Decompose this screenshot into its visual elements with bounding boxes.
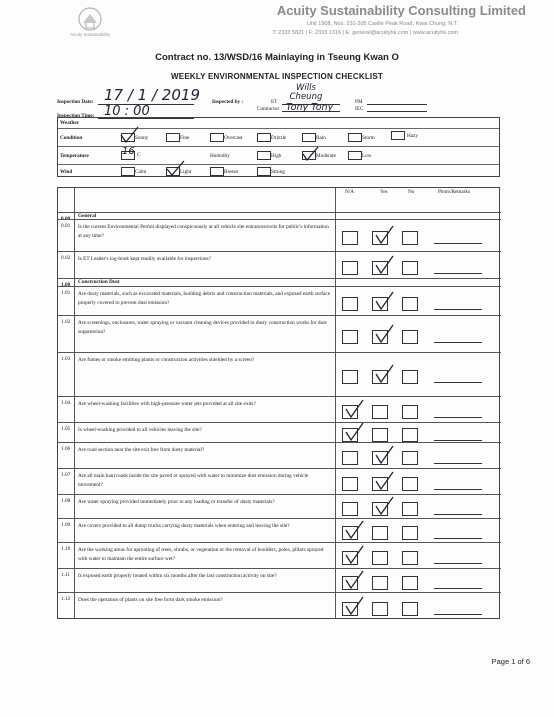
table-row xyxy=(58,518,501,542)
answer-yes-checkbox[interactable] xyxy=(372,602,388,616)
answer-tick-icon xyxy=(373,324,395,344)
item-number: 1.10 xyxy=(61,546,71,552)
logo-text: Acuity Sustainability xyxy=(69,32,111,37)
wind-breeze-checkbox[interactable] xyxy=(210,167,224,176)
condition-drizzle-checkbox[interactable] xyxy=(257,133,271,142)
item-number: 1.00 xyxy=(61,282,71,288)
table-row xyxy=(58,219,501,251)
pm-line[interactable] xyxy=(367,104,427,105)
answer-tick-icon xyxy=(343,596,365,616)
condition-storm-checkbox[interactable] xyxy=(348,133,362,142)
remarks-line[interactable] xyxy=(434,440,482,441)
humidity-low-label: Low xyxy=(362,153,372,159)
conditions-table xyxy=(57,117,500,177)
item-question: Are road section near the site exit free from dusty material? xyxy=(78,447,205,453)
condition-hazy-label: Hazy xyxy=(407,133,418,139)
company-contact: T: 2333 5821 | F: 2333 1316 | E: general@acuityhk.com | www.acuityhk.com xyxy=(272,30,458,36)
condition-fine-label: Fine xyxy=(180,135,190,141)
wind-strong-checkbox[interactable] xyxy=(257,167,271,176)
remarks-line[interactable] xyxy=(434,342,482,343)
section-row xyxy=(58,278,501,286)
answer-tick-icon xyxy=(373,291,395,311)
answer-yes-checkbox[interactable] xyxy=(372,551,388,565)
humidity-label: Humidity xyxy=(210,153,230,159)
inspected-by-label: Inspected by : xyxy=(212,99,244,105)
pm-label: PM xyxy=(355,99,363,105)
condition-sunny-tick-icon xyxy=(118,126,140,144)
contract-title: Contract no. 13/WSD/16 Mainlaying in Tseung Kwan O xyxy=(155,52,399,63)
answer-no-checkbox[interactable] xyxy=(402,405,418,419)
answer-tick-icon xyxy=(373,445,395,465)
checklist-table xyxy=(57,187,500,619)
humidity-moderate-label: Moderate xyxy=(316,153,336,159)
remarks-line[interactable] xyxy=(434,273,482,274)
answer-yes-checkbox[interactable] xyxy=(372,576,388,590)
weather-label: Weather xyxy=(60,120,80,126)
table-row xyxy=(58,251,501,278)
item-number: 1.03 xyxy=(61,356,71,362)
page-number: Page 1 of 6 xyxy=(491,657,530,666)
section-row xyxy=(58,212,501,222)
answer-no-checkbox[interactable] xyxy=(402,576,418,590)
condition-hazy-checkbox[interactable] xyxy=(391,131,405,140)
answer-na-checkbox[interactable] xyxy=(342,261,358,275)
answer-yes-checkbox[interactable] xyxy=(372,428,388,442)
answer-tick-icon xyxy=(373,496,395,516)
section-title: General xyxy=(78,213,97,219)
answer-tick-icon xyxy=(343,545,365,565)
answer-no-checkbox[interactable] xyxy=(402,451,418,465)
humidity-high-label: High xyxy=(271,153,282,159)
item-question: Is wheel-washing provided to all vehicles leaving the site? xyxy=(78,427,202,433)
wind-calm-checkbox[interactable] xyxy=(121,167,135,176)
wind-light-tick-icon xyxy=(164,160,186,177)
humidity-high-checkbox[interactable] xyxy=(257,151,271,160)
item-number: 1.08 xyxy=(61,498,71,504)
condition-rain-label: Rain xyxy=(316,135,326,141)
iec-line[interactable] xyxy=(367,111,427,112)
table-row xyxy=(58,592,501,620)
temperature-label: Temperature xyxy=(60,153,89,159)
item-question: Are all main haul roads inside the site paved or sprayed with water to minimize dust emission during vehicle movement? xyxy=(78,473,309,488)
item-number: 1.01 xyxy=(61,290,71,296)
item-number: 0.00 xyxy=(61,216,71,222)
answer-no-checkbox[interactable] xyxy=(402,231,418,245)
answer-tick-icon xyxy=(373,364,395,384)
answer-no-checkbox[interactable] xyxy=(402,551,418,565)
answer-no-checkbox[interactable] xyxy=(402,602,418,616)
condition-overcast-label: Overcast xyxy=(224,135,243,141)
iec-label: IEC xyxy=(355,106,364,112)
form-title: WEEKLY ENVIRONMENTAL INSPECTION CHECKLIST xyxy=(171,72,383,81)
remarks-line[interactable] xyxy=(434,463,482,464)
answer-na-checkbox[interactable] xyxy=(342,297,358,311)
answer-tick-icon xyxy=(343,422,365,442)
col-remarks-header: Photo/Remarks xyxy=(438,189,470,195)
condition-storm-label: Storm xyxy=(362,135,375,141)
table-row xyxy=(58,315,501,352)
table-row xyxy=(58,352,501,396)
item-number: 0.01 xyxy=(61,223,71,229)
answer-tick-icon xyxy=(343,399,365,419)
inspection-time-value[interactable]: 10 : 00 xyxy=(104,104,150,119)
condition-overcast-checkbox[interactable] xyxy=(210,133,224,142)
item-number: 1.09 xyxy=(61,522,71,528)
answer-no-checkbox[interactable] xyxy=(402,502,418,516)
answer-no-checkbox[interactable] xyxy=(402,330,418,344)
contractor-value[interactable]: Tony Tony xyxy=(286,102,334,113)
item-number: 1.07 xyxy=(61,472,71,478)
item-question: Is exposed earth properly treated within six months after the last construction activity on site? xyxy=(78,573,277,579)
condition-label: Condition xyxy=(60,135,83,141)
answer-yes-checkbox[interactable] xyxy=(372,405,388,419)
answer-na-checkbox[interactable] xyxy=(342,231,358,245)
remarks-line[interactable] xyxy=(434,538,482,539)
et-value[interactable]: Wills Cheung xyxy=(289,83,323,102)
item-number: 1.02 xyxy=(61,319,71,325)
company-address: Unit 1908, Nos. 331-305 Castle Peak Road, Kwai Chung, N.T. xyxy=(306,21,458,27)
col-yes-header: Yes xyxy=(380,189,388,195)
item-question: Is ET Leader's log-book kept readily available for inspections? xyxy=(78,256,211,262)
item-number: 1.05 xyxy=(61,426,71,432)
condition-drizzle-label: Drizzle xyxy=(271,135,287,141)
wind-light-label: Light xyxy=(180,169,192,175)
col-na-header: N/A xyxy=(345,189,354,195)
item-question: Are water spraying provided immediately prior to any loading or transfer of dusty materials? xyxy=(78,499,275,505)
answer-na-checkbox[interactable] xyxy=(342,451,358,465)
item-question: Are the working areas for uprooting of trees, shrubs, or vegetation or the removal of boulders, poles, pillars sprayed with water to maintain the entire surface wet? xyxy=(78,547,324,562)
table-row xyxy=(58,494,501,518)
remarks-line[interactable] xyxy=(434,489,482,490)
remarks-line[interactable] xyxy=(434,417,482,418)
humidity-low-checkbox[interactable] xyxy=(348,151,362,160)
table-row xyxy=(58,568,501,592)
condition-sunny-label: Sunny xyxy=(135,135,149,141)
inspection-time-label: Inspection Time: xyxy=(57,113,95,119)
remarks-line[interactable] xyxy=(434,588,482,589)
table-row xyxy=(58,468,501,494)
answer-no-checkbox[interactable] xyxy=(402,297,418,311)
answer-no-checkbox[interactable] xyxy=(402,526,418,540)
item-question: Are covers provided to all dump trucks carrying dusty materials when entering and leaving the site? xyxy=(78,523,290,529)
item-question: Are wheel-washing facilities with high-pressure water jets provided at all site exits? xyxy=(78,401,256,407)
item-number: 1.06 xyxy=(61,446,71,452)
answer-no-checkbox[interactable] xyxy=(402,477,418,491)
table-row xyxy=(58,542,501,568)
item-question: Are screenings, enclosures, water spraying or vacuum cleaning devices provided to dusty construction works for dust suppression? xyxy=(78,320,327,335)
remarks-line[interactable] xyxy=(434,614,482,615)
wind-calm-label: Calm xyxy=(135,169,147,175)
company-name: Acuity Sustainability Consulting Limited xyxy=(276,3,526,18)
item-number: 1.12 xyxy=(61,596,71,602)
contractor-label: Contractor xyxy=(257,106,280,112)
inspection-date-label: Inspection Date: xyxy=(57,99,94,105)
remarks-line[interactable] xyxy=(434,514,482,515)
answer-no-checkbox[interactable] xyxy=(402,428,418,442)
answer-tick-icon xyxy=(373,225,395,245)
answer-na-checkbox[interactable] xyxy=(342,370,358,384)
item-question: Is the current Environmental Permit displayed conspicuously at all vehicle site entrances/exits for public's information at any time? xyxy=(78,224,329,239)
wind-strong-label: Strong xyxy=(271,169,285,175)
answer-na-checkbox[interactable] xyxy=(342,502,358,516)
section-title: Construction Dust xyxy=(78,279,120,285)
wind-breeze-label: Breeze xyxy=(224,169,239,175)
answer-no-checkbox[interactable] xyxy=(402,261,418,275)
temperature-unit: C xyxy=(137,152,141,158)
condition-rain-checkbox[interactable] xyxy=(302,133,316,142)
company-logo-icon xyxy=(68,4,112,48)
answer-tick-icon xyxy=(343,570,365,590)
item-number: 0.02 xyxy=(61,255,71,261)
col-no-header: No xyxy=(408,189,415,195)
answer-no-checkbox[interactable] xyxy=(402,370,418,384)
wind-label: Wind xyxy=(60,169,73,175)
item-question: Are fumes or smoke emitting plants or construction activities shielded by a screen? xyxy=(78,357,255,363)
et-label: ET xyxy=(271,99,278,105)
remarks-line[interactable] xyxy=(434,243,482,244)
table-row xyxy=(58,442,501,468)
item-question: Does the operation of plants on site free form dark smoke emission? xyxy=(78,597,223,603)
answer-na-checkbox[interactable] xyxy=(342,477,358,491)
item-question: Are dusty materials, such as excavated materials, building debris and construction materials, and exposed earth surface properly covered to prevent dust emission? xyxy=(78,291,331,306)
answer-tick-icon xyxy=(343,520,365,540)
item-number: 1.11 xyxy=(61,572,71,578)
condition-fine-checkbox[interactable] xyxy=(166,133,180,142)
remarks-line[interactable] xyxy=(434,382,482,383)
item-number: 1.04 xyxy=(61,400,71,406)
answer-na-checkbox[interactable] xyxy=(342,330,358,344)
answer-tick-icon xyxy=(373,471,395,491)
table-row xyxy=(58,422,501,442)
temperature-value[interactable]: 16 xyxy=(122,146,135,157)
table-row xyxy=(58,286,501,315)
inspection-date-value[interactable]: 17 / 1 / 2019 xyxy=(104,86,200,104)
answer-tick-icon xyxy=(373,255,395,275)
remarks-line[interactable] xyxy=(434,309,482,310)
humidity-moderate-tick-icon xyxy=(300,146,320,162)
table-row xyxy=(58,396,501,422)
answer-yes-checkbox[interactable] xyxy=(372,526,388,540)
remarks-line[interactable] xyxy=(434,563,482,564)
